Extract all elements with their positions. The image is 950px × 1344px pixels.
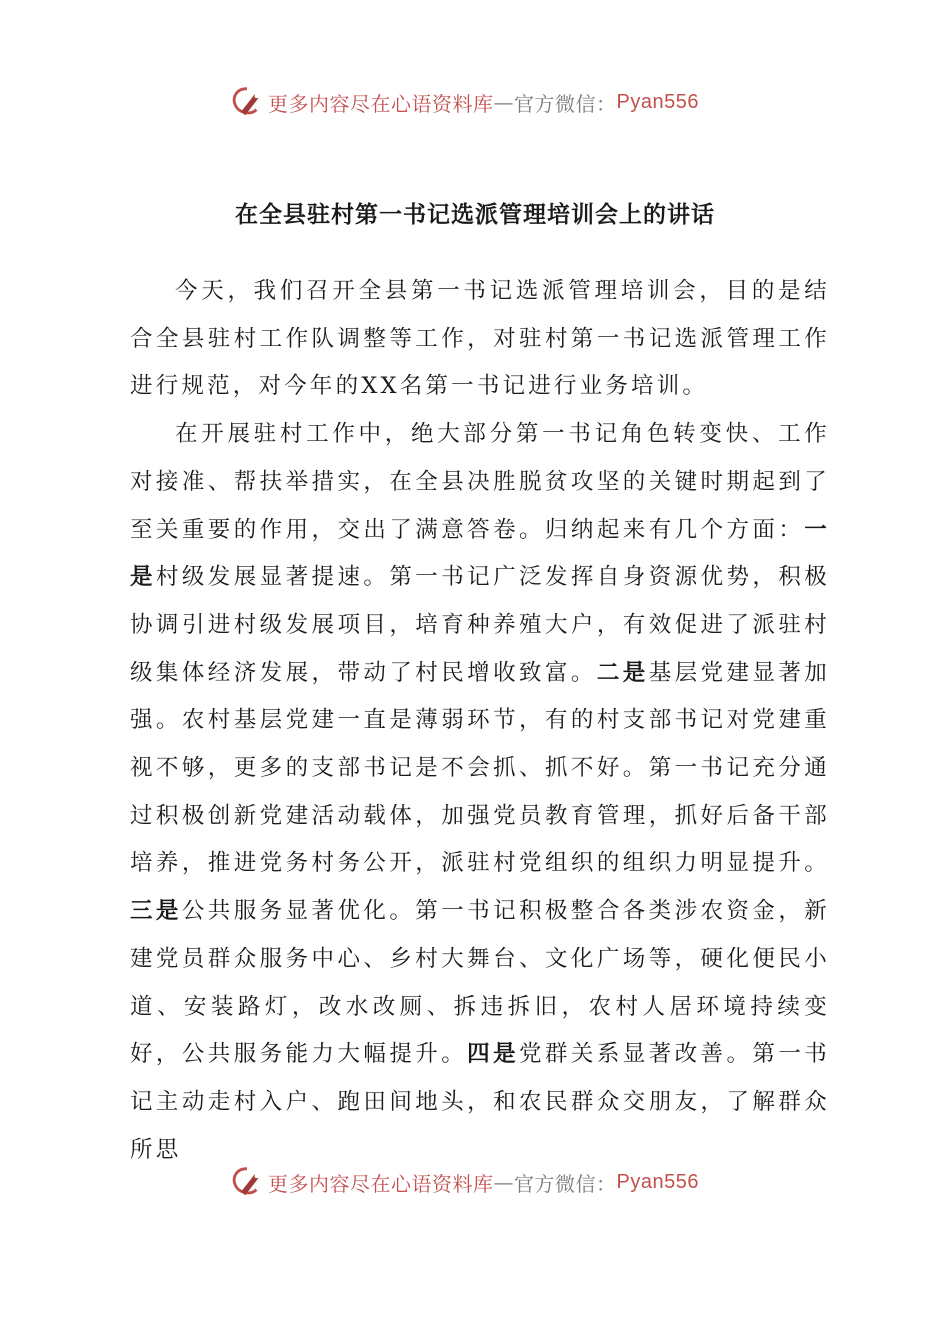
point-2-label: 二是 — [596, 659, 649, 686]
point-4-text: 党群关系显著改善。第一书记主动走村入户、跑田间地头，和农民群众交朋友，了解群众所思 — [130, 1041, 830, 1163]
watermark-label: 官方微信： — [514, 91, 617, 116]
paragraph-2 — [130, 411, 830, 1174]
document-title: 在全县驻村第一书记选派管理培训会上的讲话 — [235, 202, 715, 228]
point-4-label: 四是 — [467, 1041, 520, 1068]
watermark-separator: — — [493, 90, 514, 114]
paragraph-1: 今天，我们召开全县第一书记选派管理培训会，目的是结合全县驻村工作队调整等工作，对驻村第一书记选派管理工作进行规范，对今年的XX名第一书记进行业务培训。 — [130, 278, 830, 400]
pen-nib-swirl-icon — [228, 83, 266, 121]
watermark-wechat-id: Pyan556 — [616, 90, 699, 113]
pen-nib-swirl-icon — [228, 1163, 266, 1201]
point-1-label: 一是 — [130, 516, 830, 591]
watermark-text: 更多内容尽在心语资料库 — [268, 91, 494, 116]
watermark-separator: — — [493, 1170, 514, 1194]
point-1-text: 村级发展显著提速。第一书记广泛发挥自身资源优势，积极协调引进村级发展项目，培育种养殖大户，有效促进了派驻村级集体经济发展，带动了村民增收致富。 — [130, 564, 830, 686]
p2-intro: 在开展驻村工作中，绝大部分第一书记角色转变快、工作对接准、帮扶举措实，在全县决胜脱贫攻坚的关键时期起到了至关重要的作用，交出了满意答卷。归纳起来有几个方面： — [130, 421, 830, 543]
footer-watermark — [228, 1162, 728, 1202]
watermark-label: 官方微信： — [514, 1171, 617, 1196]
point-3-label: 三是 — [130, 898, 182, 925]
point-3-text: 公共服务显著优化。第一书记积极整合各类涉农资金，新建党员群众服务中心、乡村大舞台、文化广场等，硬化便民小道、安装路灯，改水改厕、拆违拆旧，农村人居环境持续变好，公共服务能力大幅提升。 — [130, 898, 830, 1068]
watermark-wechat-id: Pyan556 — [616, 1170, 699, 1193]
header-watermark — [228, 82, 728, 122]
point-2-text: 基层党建显著加强。农村基层党建一直是薄弱环节，有的村支部书记对党建重视不够，更多的支部书记是不会抓、抓不好。第一书记充分通过积极创新党建活动载体，加强党员教育管理，抓好后备干部培养，推进党务村务公开，派驻村党组织的组织力明显提升。 — [130, 659, 830, 877]
watermark-text: 更多内容尽在心语资料库 — [268, 1171, 494, 1196]
document-body — [130, 268, 830, 1174]
